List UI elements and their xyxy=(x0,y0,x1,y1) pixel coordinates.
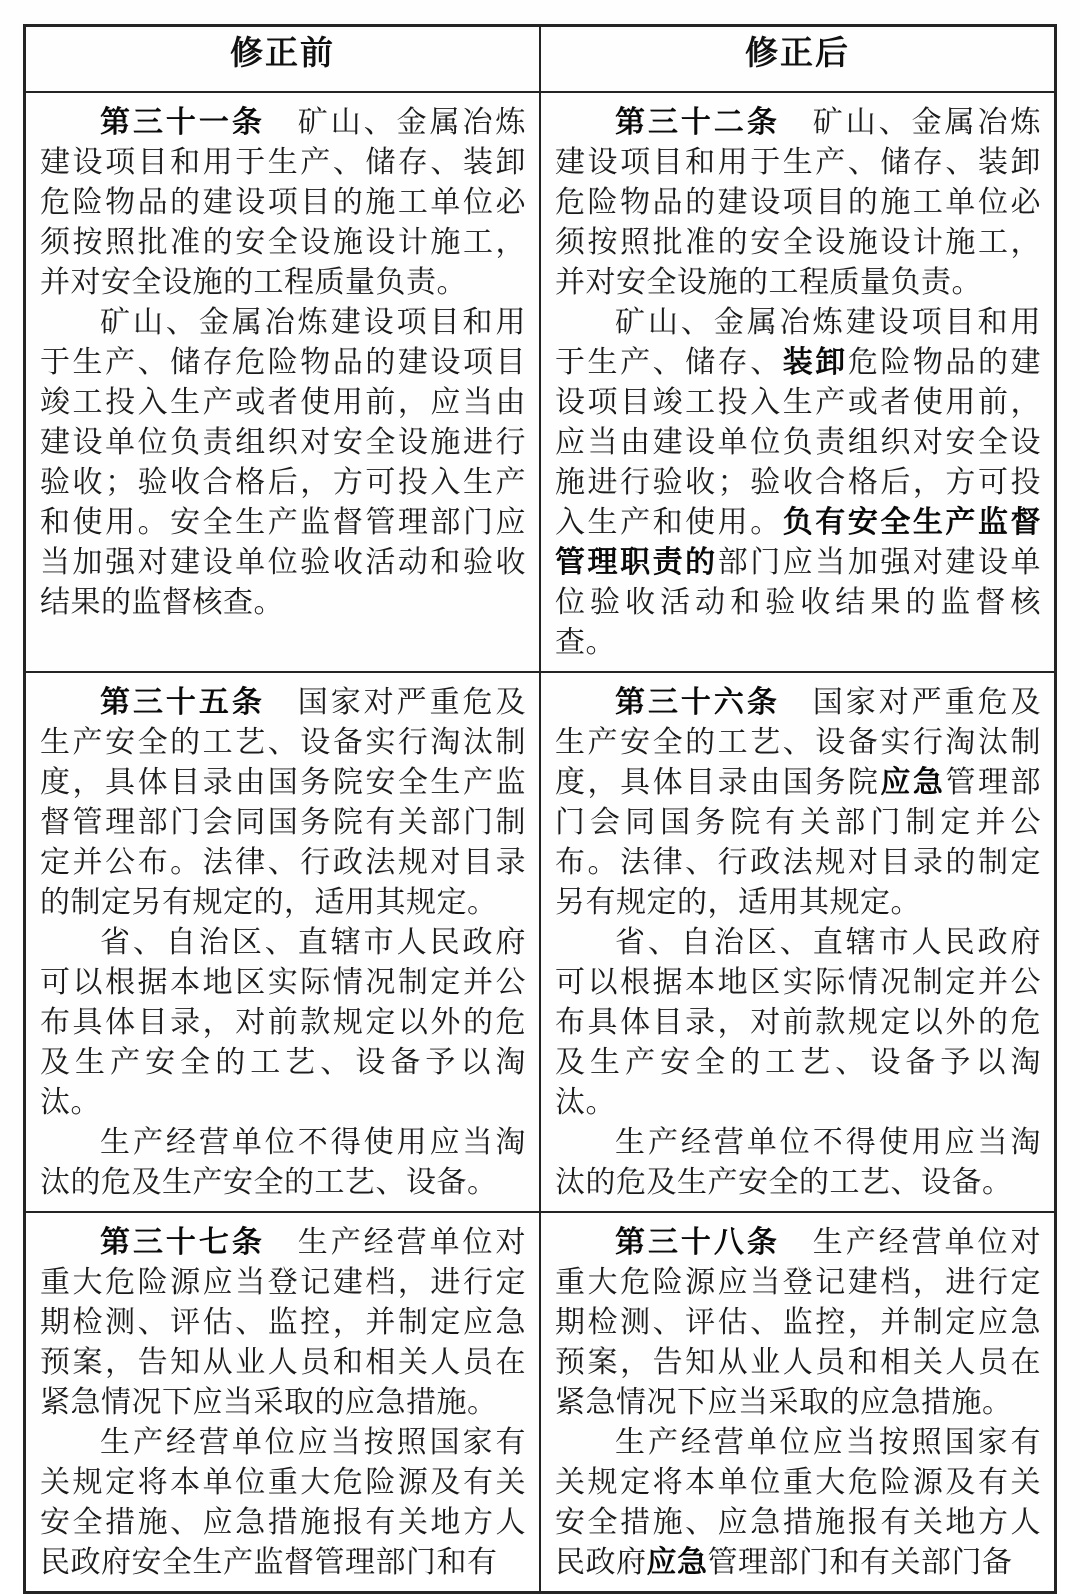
article-paragraph xyxy=(555,1123,1041,1203)
cell-before xyxy=(25,1212,541,1593)
amendment-comparison-table xyxy=(23,24,1057,1594)
article-paragraph xyxy=(555,1223,1041,1423)
article-paragraph xyxy=(40,1223,526,1423)
article-paragraph xyxy=(40,303,526,623)
emphasized-amended-text: 应急 xyxy=(646,1544,708,1580)
header-row xyxy=(25,26,1056,92)
body-text: 生产经营单位应当按照国家有关规定将本单位重大危险源及有关安全措施、应急措施报有关地方人民政府 xyxy=(555,1424,1041,1580)
table-header xyxy=(25,26,1056,92)
body-text: 矿山、金属冶炼建设项目和用于生产、储存危险物品的建设项目竣工投入生产或者使用前，应当由建设单位负责组织对安全设施进行验收；验收合格后，方可投入生产和使用。安全生产监督管理部门应当加强对建设单位验收活动和验收结果的监督核查。 xyxy=(40,304,526,620)
article-paragraph xyxy=(40,1123,526,1203)
body-text: 部门应当加强对建设单位验收活动和验收结果的监督核查。 xyxy=(555,544,1042,660)
article-paragraph xyxy=(555,103,1041,303)
cell-before xyxy=(25,672,541,1212)
cell-before xyxy=(25,92,541,672)
article-number: 第三十八条 xyxy=(615,1224,780,1260)
article-paragraph xyxy=(40,1423,526,1583)
column-header-before: 修正前 xyxy=(25,26,541,92)
body-text: 省、自治区、直辖市人民政府可以根据本地区实际情况制定并公布具体目录，对前款规定以外的危及生产安全的工艺、设备予以淘汰。 xyxy=(40,924,526,1120)
article-paragraph xyxy=(555,923,1041,1123)
body-text: 生产经营单位对重大危险源应当登记建档，进行定期检测、评估、监控，并制定应急预案，告知从业人员和相关人员在紧急情况下应当采取的应急措施。 xyxy=(555,1224,1042,1420)
body-text: 生产经营单位对重大危险源应当登记建档，进行定期检测、评估、监控，并制定应急预案，告知从业人员和相关人员在紧急情况下应当采取的应急措施。 xyxy=(40,1224,527,1420)
emphasized-amended-text: 应急 xyxy=(880,764,946,800)
table-body xyxy=(25,92,1056,1593)
article-paragraph xyxy=(40,683,526,923)
body-text: 国家对严重危及生产安全的工艺、设备实行淘汰制度，具体目录由国务院 xyxy=(555,684,1042,800)
table-row xyxy=(25,672,1056,1212)
table-row xyxy=(25,1212,1056,1593)
article-paragraph xyxy=(555,683,1041,923)
article-paragraph xyxy=(555,1423,1041,1583)
article-paragraph xyxy=(555,303,1041,663)
article-paragraph xyxy=(40,923,526,1123)
table-row xyxy=(25,92,1056,672)
emphasized-amended-text: 负有安全生产监督管理职责的 xyxy=(555,504,1041,580)
cell-after xyxy=(540,92,1056,672)
body-text: 矿山、金属冶炼建设项目和用于生产、储存、装卸危险物品的建设项目的施工单位必须按照批准的安全设施设计施工，并对安全设施的工程质量负责。 xyxy=(555,104,1042,300)
body-text: 管理部门会同国务院有关部门制定并公布。法律、行政法规对目录的制定另有规定的，适用其规定。 xyxy=(555,764,1042,920)
article-number: 第三十七条 xyxy=(100,1224,265,1260)
article-number: 第三十六条 xyxy=(615,684,780,720)
column-header-after: 修正后 xyxy=(540,26,1056,92)
body-text: 国家对严重危及生产安全的工艺、设备实行淘汰制度，具体目录由国务院安全生产监督管理部门会同国务院有关部门制定并公布。法律、行政法规对目录的制定另有规定的，适用其规定。 xyxy=(40,684,527,920)
article-number: 第三十二条 xyxy=(615,104,780,140)
body-text: 矿山、金属冶炼建设项目和用于生产、储存、装卸危险物品的建设项目的施工单位必须按照批准的安全设施设计施工，并对安全设施的工程质量负责。 xyxy=(40,104,527,300)
emphasized-amended-text: 装卸 xyxy=(782,344,848,380)
body-text: 省、自治区、直辖市人民政府可以根据本地区实际情况制定并公布具体目录，对前款规定以外的危及生产安全的工艺、设备予以淘汰。 xyxy=(555,924,1041,1120)
cell-after xyxy=(540,1212,1056,1593)
cell-after xyxy=(540,672,1056,1212)
body-text: 生产经营单位应当按照国家有关规定将本单位重大危险源及有关安全措施、应急措施报有关地方人民政府安全生产监督管理部门和有 xyxy=(40,1424,526,1580)
body-text: 管理部门和有关部门备 xyxy=(707,1544,1013,1580)
body-text: 矿山、金属冶炼建设项目和用于生产、储存、 xyxy=(555,304,1041,380)
body-text: 危险物品的建设项目竣工投入生产或者使用前，应当由建设单位负责组织对安全设施进行验收；验收合格后，方可投入生产和使用。 xyxy=(555,344,1042,540)
body-text: 生产经营单位不得使用应当淘汰的危及生产安全的工艺、设备。 xyxy=(40,1124,526,1200)
article-number: 第三十一条 xyxy=(100,104,265,140)
article-paragraph xyxy=(40,103,526,303)
article-number: 第三十五条 xyxy=(100,684,265,720)
body-text: 生产经营单位不得使用应当淘汰的危及生产安全的工艺、设备。 xyxy=(555,1124,1041,1200)
